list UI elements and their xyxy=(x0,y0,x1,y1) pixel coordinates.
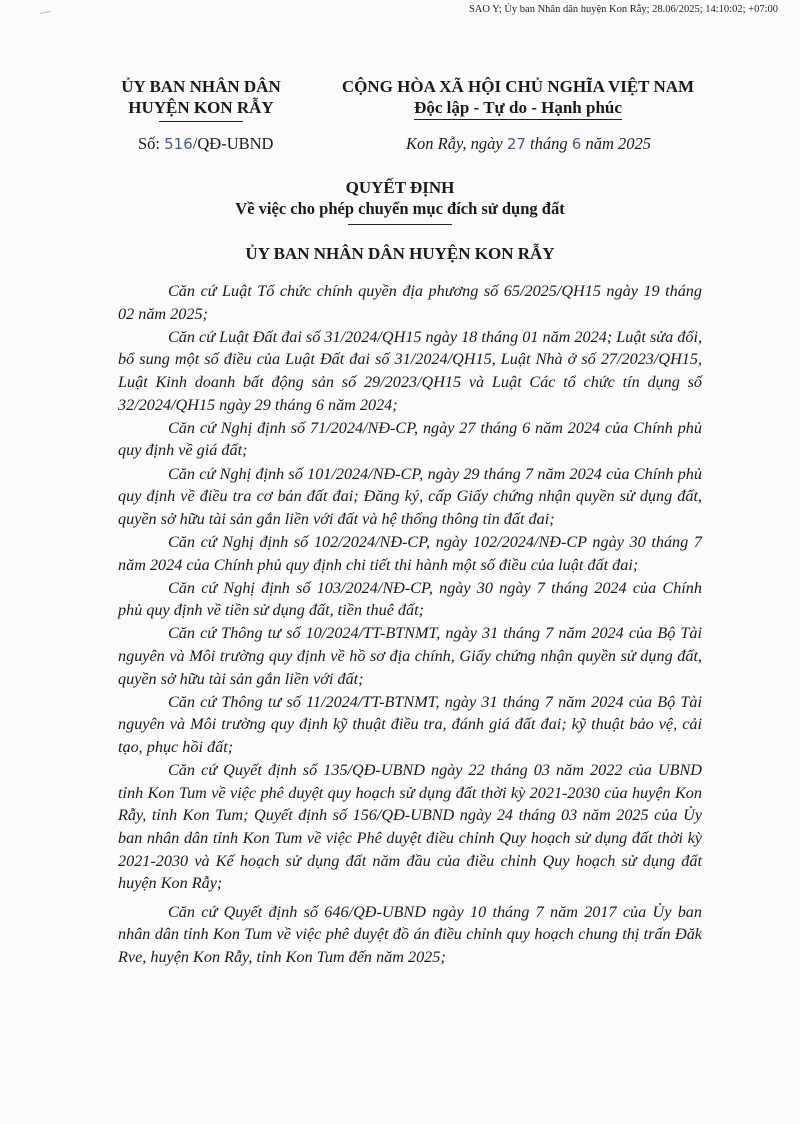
digital-signature-stamp: SAO Y; Ủy ban Nhân dân huyện Kon Rẫy; 28.06/2025; 14:10:02; +07:00 xyxy=(468,4,778,15)
legal-basis-paragraph: Căn cứ Thông tư số 10/2024/TT-BTNMT, ngày 31 tháng 7 năm 2024 của Bộ Tài nguyên và Môi trường quy định về hồ sơ địa chính, Giấy chứng nhận quyền sử dụng đất, quyền sở hữu tài sản gắn liền với đất; xyxy=(118,624,702,688)
issuer-line2: HUYỆN KON RẪY xyxy=(128,98,274,117)
legal-basis-body xyxy=(118,280,702,969)
document-subtitle: Về việc cho phép chuyển mục đích sử dụng đất xyxy=(235,199,565,218)
number-suffix: /QĐ-UBND xyxy=(192,134,274,153)
number-prefix: Số: xyxy=(138,134,161,153)
legal-basis-paragraph: Căn cứ Nghị định số 71/2024/NĐ-CP, ngày 27 tháng 6 năm 2024 của Chính phủ quy định về giá đất; xyxy=(118,418,702,460)
document-title: QUYẾT ĐỊNH xyxy=(345,178,455,197)
document-number xyxy=(138,134,273,154)
legal-basis-paragraph: Căn cứ Nghị định số 102/2024/NĐ-CP, ngày 102/2024/NĐ-CP ngày 30 tháng 7 năm 2024 của Chính phủ quy định chi tiết thi hành một số điều của luật đất đai; xyxy=(118,532,702,574)
legal-basis-paragraph: Căn cứ Nghị định số 101/2024/NĐ-CP, ngày 29 tháng 7 năm 2024 của Chính phủ quy định về điều tra cơ bản đất đai; Đăng ký, cấp Giấy chứng nhận quyền sử dụng đất, quyền sở hữu tài sản gắn liền với đất và hệ thống thông tin đất đai; xyxy=(118,464,702,528)
place-label: Kon Rẫy, ngày xyxy=(406,134,503,153)
month-label: tháng xyxy=(530,134,568,153)
legal-basis-paragraph: Căn cứ Luật Tổ chức chính quyền địa phương số 65/2025/QH15 ngày 19 tháng 02 năm 2025; xyxy=(118,282,702,323)
handwritten-number: 516 xyxy=(164,135,193,153)
issuer-underline xyxy=(159,121,243,122)
handwritten-day: 27 xyxy=(506,135,526,153)
legal-basis-paragraph: Căn cứ Thông tư số 11/2024/TT-BTNMT, ngày 31 tháng 7 năm 2024 của Bộ Tài nguyên và Môi trường quy định kỹ thuật điều tra, đánh giá đất đai; kỹ thuật bảo vệ, cải tạo, phục hồi đất; xyxy=(118,692,702,757)
legal-basis-paragraph: Căn cứ Nghị định số 103/2024/NĐ-CP, ngày 30 ngày 7 tháng 2024 của Chính phủ quy định về tiền sử dụng đất, tiền thuê đất; xyxy=(118,578,702,620)
place-date xyxy=(406,134,651,154)
country-name: CỘNG HÒA XÃ HỘI CHỦ NGHĨA VIỆT NAM xyxy=(341,77,695,96)
year-label: năm 2025 xyxy=(585,134,651,153)
motto: Độc lập - Tự do - Hạnh phúc xyxy=(414,97,622,120)
legal-basis-paragraph: Căn cứ Quyết định số 646/QĐ-UBND ngày 10 tháng 7 năm 2017 của Ủy ban nhân dân tỉnh Kon Tum về việc phê duyệt đồ án điều chỉnh quy hoạch chung thị trấn Đăk Rve, huyện Kon Rẫy, tỉnh Kon Tum đến năm 2025; xyxy=(118,902,702,966)
issuer-block xyxy=(106,76,296,122)
legal-basis-paragraph: Căn cứ Quyết định số 135/QĐ-UBND ngày 22 tháng 03 năm 2022 của UBND tỉnh Kon Tum về việc phê duyệt quy hoạch sử dụng đất thời kỳ 2021-2030 của huyện Kon Rẫy, tỉnh Kon Tum; Quyết định số 156/QĐ-UBND ngày 24 tháng 03 năm 2025 của Ủy ban nhân dân tỉnh Kon Tum về việc Phê duyệt điều chỉnh Quy hoạch sử dụng đất thời kỳ 2021-2030 và Kế hoạch sử dụng đất năm đầu của điều chỉnh Quy hoạch sử dụng đất huyện Kon Rẫy; xyxy=(118,761,702,893)
issuer-line1: ỦY BAN NHÂN DÂN xyxy=(121,77,281,96)
subtitle-underline xyxy=(348,224,452,225)
scan-speck xyxy=(40,11,53,18)
national-heading xyxy=(308,76,728,120)
legal-basis-paragraph: Căn cứ Luật Đất đai số 31/2024/QH15 ngày 18 tháng 01 năm 2024; Luật sửa đổi, bổ sung một số điều của Luật Đất đai số 31/2024/QH15, Luật Nhà ở số 27/2023/QH15, Luật Kinh doanh bất động sản số 29/2023/QH15 và Luật Các tổ chức tín dụng số 32/2024/QH15 ngày 29 tháng 6 năm 2024; xyxy=(118,327,702,414)
issuing-authority: ỦY BAN NHÂN DÂN HUYỆN KON RẪY xyxy=(245,244,555,263)
handwritten-month: 6 xyxy=(571,135,582,153)
